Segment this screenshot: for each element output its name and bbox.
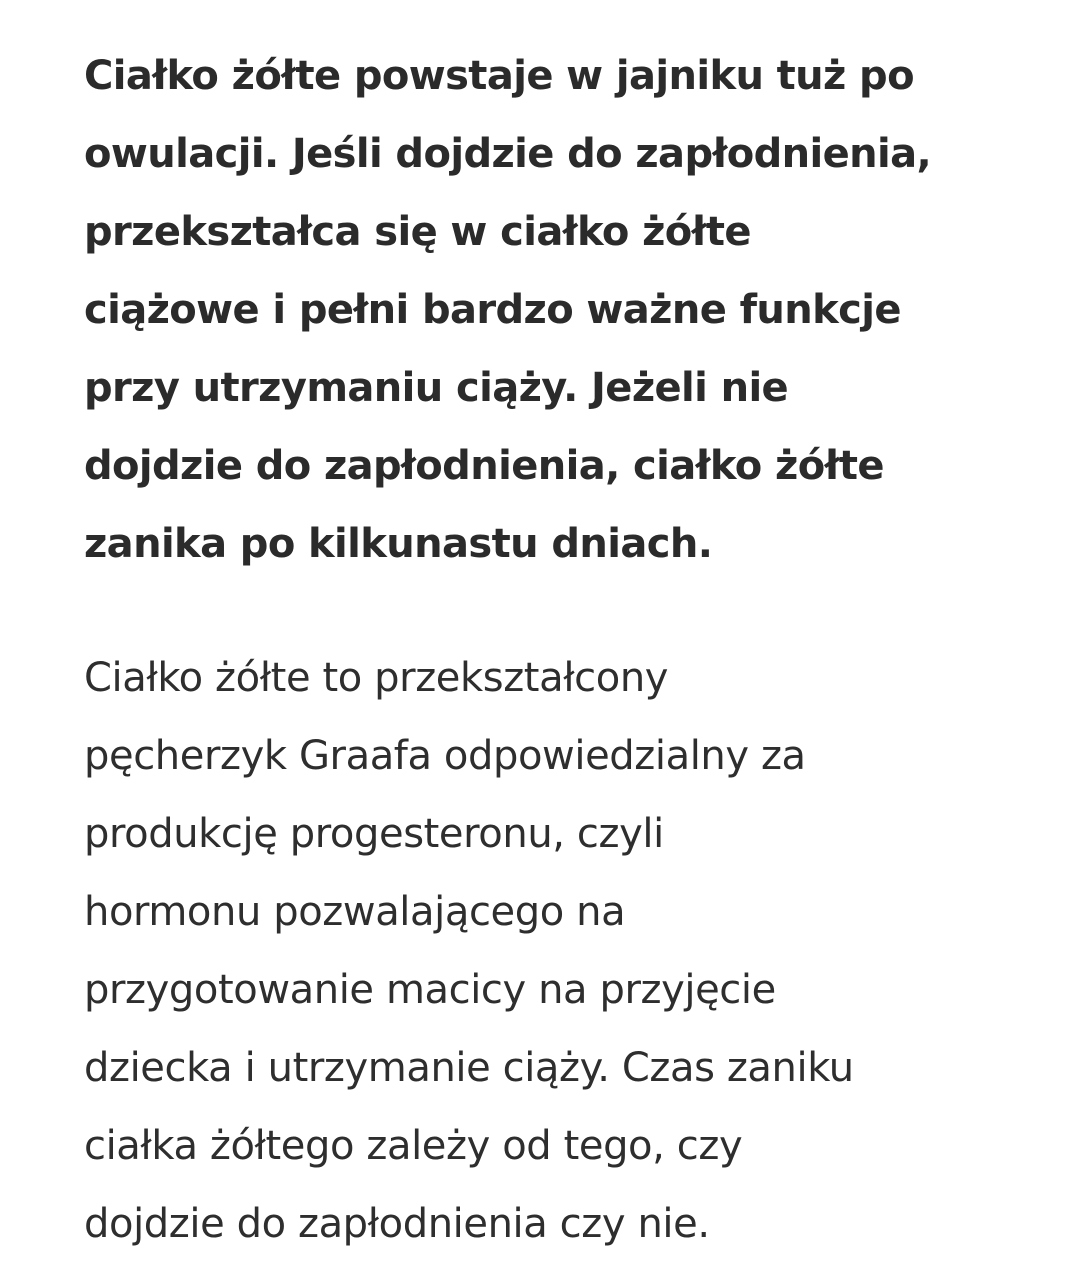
body-line: produkcję progesteronu, czyli xyxy=(84,811,664,857)
lead-line: przy utrzymaniu ciąży. Jeżeli nie xyxy=(84,365,789,411)
body-line: dziecka i utrzymanie ciąży. Czas zaniku xyxy=(84,1045,854,1091)
body-line: pęcherzyk Graafa odpowiedzialny za xyxy=(84,733,806,779)
body-line: dojdzie do zapłodnienia czy nie. xyxy=(84,1201,710,1247)
lead-line: ciążowe i pełni bardzo ważne funkcje xyxy=(84,287,901,333)
body-line: Ciałko żółte to przekształcony xyxy=(84,655,669,701)
body-line: ciałka żółtego zależy od tego, czy xyxy=(84,1123,743,1169)
lead-line: zanika po kilkunastu dniach. xyxy=(84,521,713,567)
lead-line: przekształca się w ciałko żółte xyxy=(84,209,751,255)
body-line: przygotowanie macicy na przyjęcie xyxy=(84,967,776,1013)
lead-line: owulacji. Jeśli dojdzie do zapłodnienia, xyxy=(84,131,932,177)
body-paragraph xyxy=(84,639,1044,1263)
article-content xyxy=(84,37,1044,1263)
body-line: hormonu pozwalającego na xyxy=(84,889,626,935)
lead-line: Ciałko żółte powstaje w jajniku tuż po xyxy=(84,53,914,99)
lead-line: dojdzie do zapłodnienia, ciałko żółte xyxy=(84,443,884,489)
lead-paragraph xyxy=(84,37,1044,583)
